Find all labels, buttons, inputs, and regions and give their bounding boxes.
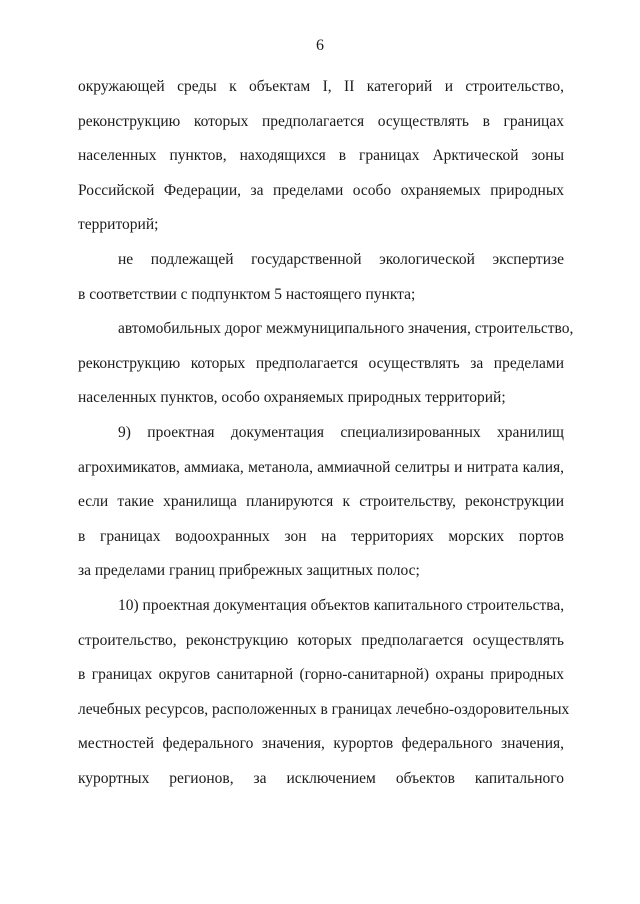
text-line: автомобильных дорог межмуниципального значения, строительство, bbox=[118, 320, 574, 338]
text-line: реконструкцию которых предполагается осуществлять в границах bbox=[78, 112, 564, 130]
text-line: населенных пунктов, находящихся в границах Арктической зоны bbox=[78, 147, 564, 165]
text-line: окружающей среды к объектам I, II категорий и строительство, bbox=[78, 78, 564, 95]
text-line: местностей федерального значения, курортов федерального значения, bbox=[78, 735, 564, 753]
document-body bbox=[78, 70, 574, 796]
text-line: агрохимикатов, аммиака, метанола, аммиачной селитры и нитрата калия, bbox=[78, 458, 564, 476]
text-line: строительство, реконструкцию которых предполагается осуществлять bbox=[78, 631, 564, 649]
text-line: лечебных ресурсов, расположенных в границах лечебно-оздоровительных bbox=[78, 700, 570, 718]
text-line: 10) проектная документация объектов капитального строительства, bbox=[118, 596, 565, 614]
page-number: 6 bbox=[316, 37, 324, 54]
text-line: не подлежащей государственной экологической экспертизе bbox=[118, 250, 564, 268]
text-line: если такие хранилища планируются к строительству, реконструкции bbox=[78, 493, 564, 511]
text-line: 9) проектная документация специализированных хранилищ bbox=[118, 423, 564, 441]
text-line: реконструкцию которых предполагается осуществлять за пределами bbox=[78, 354, 564, 372]
text-line: Российской Федерации, за пределами особо охраняемых природных bbox=[78, 181, 564, 199]
text-line: населенных пунктов, особо охраняемых природных территорий; bbox=[78, 389, 506, 407]
text-line: в соответствии с подпунктом 5 настоящего пункта; bbox=[78, 285, 416, 303]
text-line: за пределами границ прибрежных защитных полос; bbox=[78, 562, 420, 580]
text-line: в границах округов санитарной (горно-санитарной) охраны природных bbox=[78, 666, 564, 684]
text-line: в границах водоохранных зон на территориях морских портов bbox=[78, 527, 564, 545]
text-line: курортных регионов, за исключением объектов капитального bbox=[78, 769, 564, 787]
text-line: территорий; bbox=[78, 216, 159, 234]
